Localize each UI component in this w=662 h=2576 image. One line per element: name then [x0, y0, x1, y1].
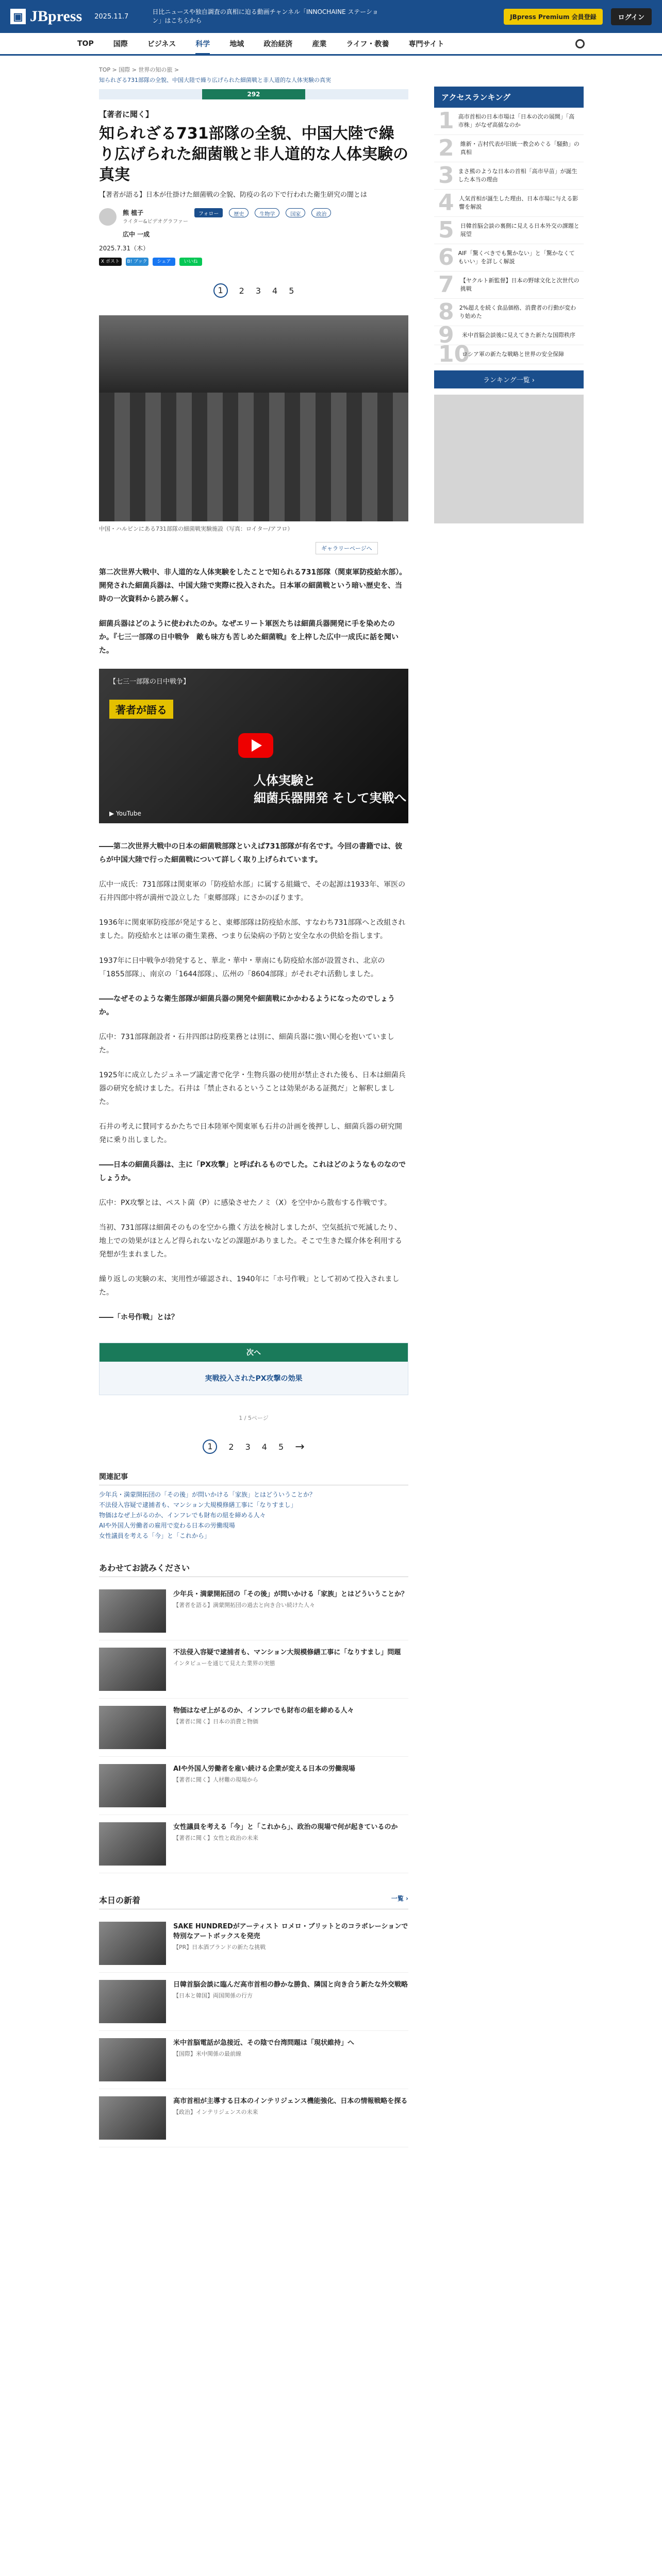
page-2[interactable]: 2 [239, 285, 244, 296]
video-subtitle: 人体実験と 細菌兵器開発 そして実戦へ [254, 773, 407, 805]
rank-number: 7 [438, 272, 454, 298]
page-4[interactable]: 4 [261, 1442, 267, 1452]
ranking-item[interactable] [434, 162, 584, 190]
nav-world[interactable]: 国際 [113, 40, 128, 48]
gallery-button[interactable]: ギャラリーページへ [316, 542, 378, 554]
author-role-1: ライター&ビデオグラファー [123, 219, 188, 225]
rank-title[interactable]: AIF「驚くべきでも驚かない」と「驚かなくてもいい」を詳しく解説 [458, 250, 575, 265]
card-title[interactable]: 不法侵入容疑で逮捕者も、マンション大規模修繕工事に「なりすまし」問題 [173, 1649, 401, 1656]
latest-card[interactable] [99, 1914, 408, 1973]
article-column [99, 66, 408, 2147]
nav-top[interactable]: TOP [77, 39, 94, 48]
ranking-item[interactable] [434, 341, 584, 367]
header-date: 2025.11.7 [94, 12, 129, 21]
video-embed[interactable] [99, 669, 408, 823]
related-link[interactable]: 女性議員を考える「今」と「これから」 [99, 1532, 211, 1539]
video-badge: 著者が語る [109, 700, 173, 719]
card-thumbnail[interactable] [99, 1706, 166, 1749]
latest-more-link[interactable]: 一覧 › [391, 1895, 408, 1902]
paragraph: 細菌兵器はどのように使われたのか。なぜエリート軍医たちは細菌兵器開発に手を染めたのか。『七三一部隊の日中戦争 敵も味方も苦しめた細菌戦』を上梓した広中一成氏に話を聞いた。 [99, 620, 399, 655]
page-3[interactable]: 3 [255, 285, 261, 296]
share-x-button[interactable]: X ポスト [99, 258, 122, 266]
paragraph: ――日本の細菌兵器は、主に「PX攻撃」と呼ばれるものでした。これはどのようなものなのでしょうか。 [99, 1161, 406, 1182]
nav-special[interactable]: 専門サイト [408, 40, 444, 48]
rank-number: 10 [438, 341, 470, 367]
card-sub: 【著者に聞く】女性と政治の未来 [173, 1835, 258, 1841]
next-page-box[interactable] [99, 1343, 408, 1395]
card-title[interactable]: 米中首脳電話が急接近、その陰で台湾問題は「現状維持」へ [173, 2039, 355, 2047]
header-promo[interactable]: 日比ニュースや独自調査の真相に迫る動画チャンネル「INNOCHAINE ステーション」はこちらから [152, 8, 378, 24]
ranking-more-button[interactable]: ランキング一覧 › [434, 370, 584, 388]
tag-history[interactable]: 歴史 [229, 208, 249, 217]
paragraph: ――なぜそのような衛生部隊が細菌兵器の開発や細菌戦にかかわるようになったのでしょうか。 [99, 995, 395, 1016]
card-sub: 【著者に聞く】日本の消費と物価 [173, 1718, 258, 1725]
card-sub: 【著者を語る】満蒙開拓団の過去と向き合い続けた人々 [173, 1602, 315, 1608]
rank-title[interactable]: 維新・吉村代表が旧統一教会めぐる「騒動」の真相 [460, 141, 580, 156]
paragraph: 1925年に成立したジュネーブ議定書で化学・生物兵器の使用が禁止された後も、日本は細菌兵器の研究を続けました。石井は「禁止されるということは効果がある証拠だ」と解釈しました。 [99, 1071, 406, 1106]
view-counter [99, 89, 408, 99]
author-block [99, 208, 408, 239]
ranking-item[interactable] [434, 108, 584, 135]
paragraph: 1937年に日中戦争が勃発すると、華北・華中・華南にも防疫給水部が設置され、北京の「1855部隊」、南京の「1644部隊」、広州の「8604部隊」がそれぞれ活動しました。 [99, 957, 385, 978]
rank-title[interactable]: 日韓首脳会談の裏側に見える日本外交の課題と展望 [460, 223, 580, 238]
paragraph: 石井の考えに賛同するかたちで日本陸軍や関東軍も石井の計画を後押しし、細菌兵器の研究開発に乗り出しました。 [99, 1123, 402, 1144]
author-name-1[interactable]: 熊 植子 [123, 209, 144, 216]
breadcrumb[interactable]: TOP > 国際 > 世界の知の旅 > [99, 66, 179, 73]
rank-number: 6 [438, 244, 454, 270]
page-1[interactable]: 1 [213, 283, 228, 298]
tag-nation[interactable]: 国家 [286, 208, 305, 217]
premium-button[interactable]: JBpress Premium 会員登録 [504, 9, 602, 25]
nav-business[interactable]: ビジネス [147, 40, 176, 48]
nav-life[interactable]: ライフ・教養 [346, 40, 389, 48]
recommend-card[interactable] [99, 1815, 408, 1873]
related-link[interactable]: 不法侵入容疑で逮捕者も、マンション大規模修繕工事に「なりすまし」 [99, 1501, 297, 1509]
page-5[interactable]: 5 [278, 1442, 284, 1452]
play-icon[interactable] [238, 733, 273, 758]
article-ad-line[interactable]: 知られざる731部隊の全貌、中国大陸で繰り広げられた細菌戦と非人道的な人体実験の真実 [99, 77, 331, 83]
site-logo[interactable] [10, 8, 82, 25]
rank-title[interactable]: ロシア軍の新たな戦略と世界の安全保障 [462, 351, 564, 358]
series-label: 【著者に聞く】 [99, 110, 154, 119]
recommend-card[interactable] [99, 1582, 408, 1640]
tag-biology[interactable]: 生物学 [255, 208, 279, 217]
related-articles [99, 1471, 408, 1541]
pagination-top [99, 283, 408, 298]
paragraph: 広中一成氏：731部隊は関東軍の「防疫給水部」に属する組織で、その起源は1933年、軍医の石井四郎中将が満州で設立した「東郷部隊」にさかのぼります。 [99, 880, 406, 902]
page-4[interactable]: 4 [272, 285, 278, 296]
card-thumbnail[interactable] [99, 1648, 166, 1691]
card-title[interactable]: AIや外国人労働者を雇い続ける企業が変える日本の労働現場 [173, 1765, 355, 1773]
latest-heading [99, 1894, 408, 1909]
nav-economy[interactable]: 政治経済 [263, 40, 293, 48]
card-thumbnail[interactable] [99, 2038, 166, 2081]
page-5[interactable]: 5 [289, 285, 294, 296]
share-facebook-button[interactable]: シェア [153, 258, 175, 266]
share-like-button[interactable]: いいね [179, 258, 202, 266]
article-photo[interactable] [99, 315, 408, 521]
card-title[interactable]: 物価はなぜ上がるのか、インフレでも財布の紐を締める人々 [173, 1707, 354, 1715]
card-sub: 【国際】米中関係の最前線 [173, 2050, 241, 2057]
rank-number: 3 [438, 162, 454, 189]
nav-region[interactable]: 地域 [229, 40, 244, 48]
counter-right [305, 89, 408, 99]
logo-mark-icon: ▣ [10, 9, 26, 24]
paragraph: ――第二次世界大戦中の日本の細菌戦部隊といえば731部隊が有名です。今回の書籍では、彼らが中国大陸で行った細菌戦について詳しく取り上げられています。 [99, 842, 403, 864]
ranking-item[interactable] [434, 299, 584, 326]
search-icon[interactable] [575, 39, 585, 48]
author-name-2[interactable]: 広中 一成 [123, 231, 150, 238]
rank-title[interactable]: 2%超えを続く食品価格、消費者の行動が変わり始めた [459, 304, 576, 319]
card-title[interactable]: 日韓首脳会談に臨んだ高市首相の静かな勝負、隣国と向き合う新たな外交戦略 [173, 1981, 408, 1989]
page-of: 1 / 5ページ [239, 1415, 269, 1421]
video-title: 【七三一部隊の日中戦争】 [109, 678, 190, 686]
next-label[interactable]: 次へ [100, 1343, 408, 1362]
card-sub: 【政治】インテリジェンスの未来 [173, 2109, 258, 2115]
card-thumbnail[interactable] [99, 2096, 166, 2140]
nav-science[interactable]: 科学 [195, 39, 210, 55]
sidebar-ad[interactable] [434, 395, 584, 523]
youtube-logo[interactable]: ▶ YouTube [109, 810, 141, 817]
paragraph: 広中：731部隊創設者・石井四郎は防疫業務とは別に、細菌兵器に強い関心を抱いていました。 [99, 1033, 394, 1055]
recommend-card[interactable] [99, 1640, 408, 1699]
recommend-card[interactable] [99, 1699, 408, 1757]
rank-number: 8 [438, 299, 454, 325]
next-title[interactable]: 実戦投入されたPX攻撃の効果 [205, 1375, 303, 1383]
card-thumbnail[interactable] [99, 1764, 166, 1807]
card-title[interactable]: 女性議員を考える「今」と「これから」、政治の現場で何が起きているのか [173, 1823, 398, 1831]
card-thumbnail[interactable] [99, 1980, 166, 2023]
card-sub: 【PR】日本酒ブランドの新たな挑戦 [173, 1944, 266, 1951]
card-title[interactable]: SAKE HUNDREDがアーティスト ロメロ・ブリットとのコラボレーションで特別なアートボックスを発売 [173, 1923, 408, 1940]
rank-title[interactable]: 米中首脳会談後に見えてきた新たな国際秩序 [462, 332, 575, 338]
nav-industry[interactable]: 産業 [312, 40, 327, 48]
article-title: 知られざる731部隊の全貌、中国大陸で繰り広げられた細菌戦と非人道的な人体実験の真実 [99, 125, 408, 184]
ranking-item[interactable] [434, 135, 584, 162]
counter-count: 292 [202, 89, 305, 99]
paragraph: 1936年に関東軍防疫部が発足すると、東郷部隊は防疫給水部、すなわち731部隊へと改組されました。防疫給水とは軍の衛生業務、つまり伝染病の予防と安全な水の供給を指します。 [99, 919, 406, 940]
card-title[interactable]: 高市首相が主導する日本のインテリジェンス機能強化、日本の情報戦略を探る [173, 2097, 408, 2105]
paragraph: 繰り返しの実験の末、実用性が確認され、1940年に「ホ号作戦」として初めて投入されました。 [99, 1275, 400, 1297]
rank-number: 2 [438, 135, 454, 161]
main-nav [0, 33, 662, 56]
latest-card[interactable] [99, 2089, 408, 2147]
follow-button[interactable]: フォロー [194, 208, 223, 217]
rank-title[interactable]: 人気首相が誕生した理由、日本市場に与える影響を解説 [459, 195, 578, 210]
card-sub: インタビューを通じて見えた業界の実態 [173, 1660, 275, 1667]
ranking-item[interactable] [434, 272, 584, 299]
latest-card[interactable] [99, 2031, 408, 2089]
ranking-item[interactable] [434, 244, 584, 272]
card-thumbnail[interactable] [99, 1589, 166, 1633]
login-button[interactable]: ログイン [611, 8, 652, 25]
rank-title[interactable]: まさ熊のような日本の首相「高市早苗」が誕生した本当の理由 [458, 168, 577, 183]
card-sub: 【日本と韓国】両国関係の行方 [173, 1992, 253, 1999]
page-1[interactable]: 1 [203, 1439, 217, 1454]
rank-number: 5 [438, 217, 454, 243]
tag-politics[interactable]: 政治 [311, 208, 331, 217]
recommend-card[interactable] [99, 1757, 408, 1815]
related-link[interactable]: 物価はなぜ上がるのか、インフレでも財布の紐を締める人々 [99, 1512, 266, 1519]
ranking-item[interactable] [434, 217, 584, 244]
related-link[interactable]: 少年兵・満蒙開拓団の「その後」が問いかける「家族」とはどういうことか？ [99, 1491, 316, 1498]
article-body [99, 566, 408, 1324]
ranking-heading: アクセスランキング [434, 87, 584, 108]
card-title[interactable]: 少年兵・満蒙開拓団の「その後」が問いかける「家族」とはどういうことか？ [173, 1590, 408, 1598]
card-thumbnail[interactable] [99, 1822, 166, 1866]
publish-date: 2025.7.31（木） [99, 245, 150, 252]
photo-rail-shapes [99, 393, 408, 521]
related-heading: 関連記事 [99, 1471, 408, 1485]
paragraph: ――「ホ号作戦」とは？ [99, 1313, 178, 1321]
paragraph: 広中：PX攻撃とは、ペスト菌（P）に感染させたノミ（X）を空中から散布する作戦です。 [99, 1199, 391, 1207]
rank-number: 9 [438, 322, 454, 348]
counter-left [99, 89, 202, 99]
logo-text: JBpress [30, 8, 82, 25]
page-3[interactable]: 3 [245, 1442, 251, 1452]
photo-caption: 中国・ハルビンにある731部隊の細菌戦実験施設（写真：ロイター/アフロ） [99, 526, 293, 532]
latest-card[interactable] [99, 1973, 408, 2031]
latest-heading-text: 本日の新着 [99, 1895, 141, 1905]
card-thumbnail[interactable] [99, 1922, 166, 1965]
ranking-item[interactable] [434, 190, 584, 217]
related-link[interactable]: AIや外国人労働者の雇用で変わる日本の労働現場 [99, 1522, 235, 1529]
rank-number: 1 [438, 108, 454, 134]
top-bar [0, 0, 662, 33]
card-sub: 【著者に聞く】人材難の現場から [173, 1776, 258, 1783]
recommend-heading-text: あわせてお読みください [99, 1563, 190, 1573]
paragraph: 当初、731部隊は細菌そのものを空から撒く方法を検討しましたが、空気抵抗で死滅したり、地上での効果がほとんど得られないなどの課題がありました。そこで生きた媒介体を利用する発想が生まれました。 [99, 1224, 402, 1259]
rank-title[interactable]: 【ヤクルト新監督】日本の野球文化と次世代の挑戦 [460, 277, 580, 292]
sidebar [434, 66, 584, 2147]
share-bar [99, 258, 408, 273]
pagination-bottom [99, 1439, 408, 1454]
share-hatena-button[interactable]: B! ブックマーク [126, 258, 148, 266]
paragraph: 第二次世界大戦中、非人道的な人体実験をしたことで知られる731部隊（関東軍防疫給水部）。開発された細菌兵器は、中国大陸で実際に投入された。日本軍の細菌戦という暗い歴史を、当時の一次資料から読み解く。 [99, 568, 407, 603]
arrow-right-icon[interactable]: → [295, 1440, 305, 1453]
rank-title[interactable]: 高市首相の日本市場は「日本の次の展開」「高市株」がなぜ高値なのか [458, 113, 575, 128]
author-avatar[interactable] [99, 208, 117, 226]
rank-number: 4 [438, 190, 454, 216]
recommend-heading [99, 1562, 408, 1577]
article-lead: 【著者が語る】日本が仕掛けた細菌戦の全貌、防疫の名の下で行われた衛生研究の闇とは [99, 191, 368, 199]
page-2[interactable]: 2 [228, 1442, 234, 1452]
